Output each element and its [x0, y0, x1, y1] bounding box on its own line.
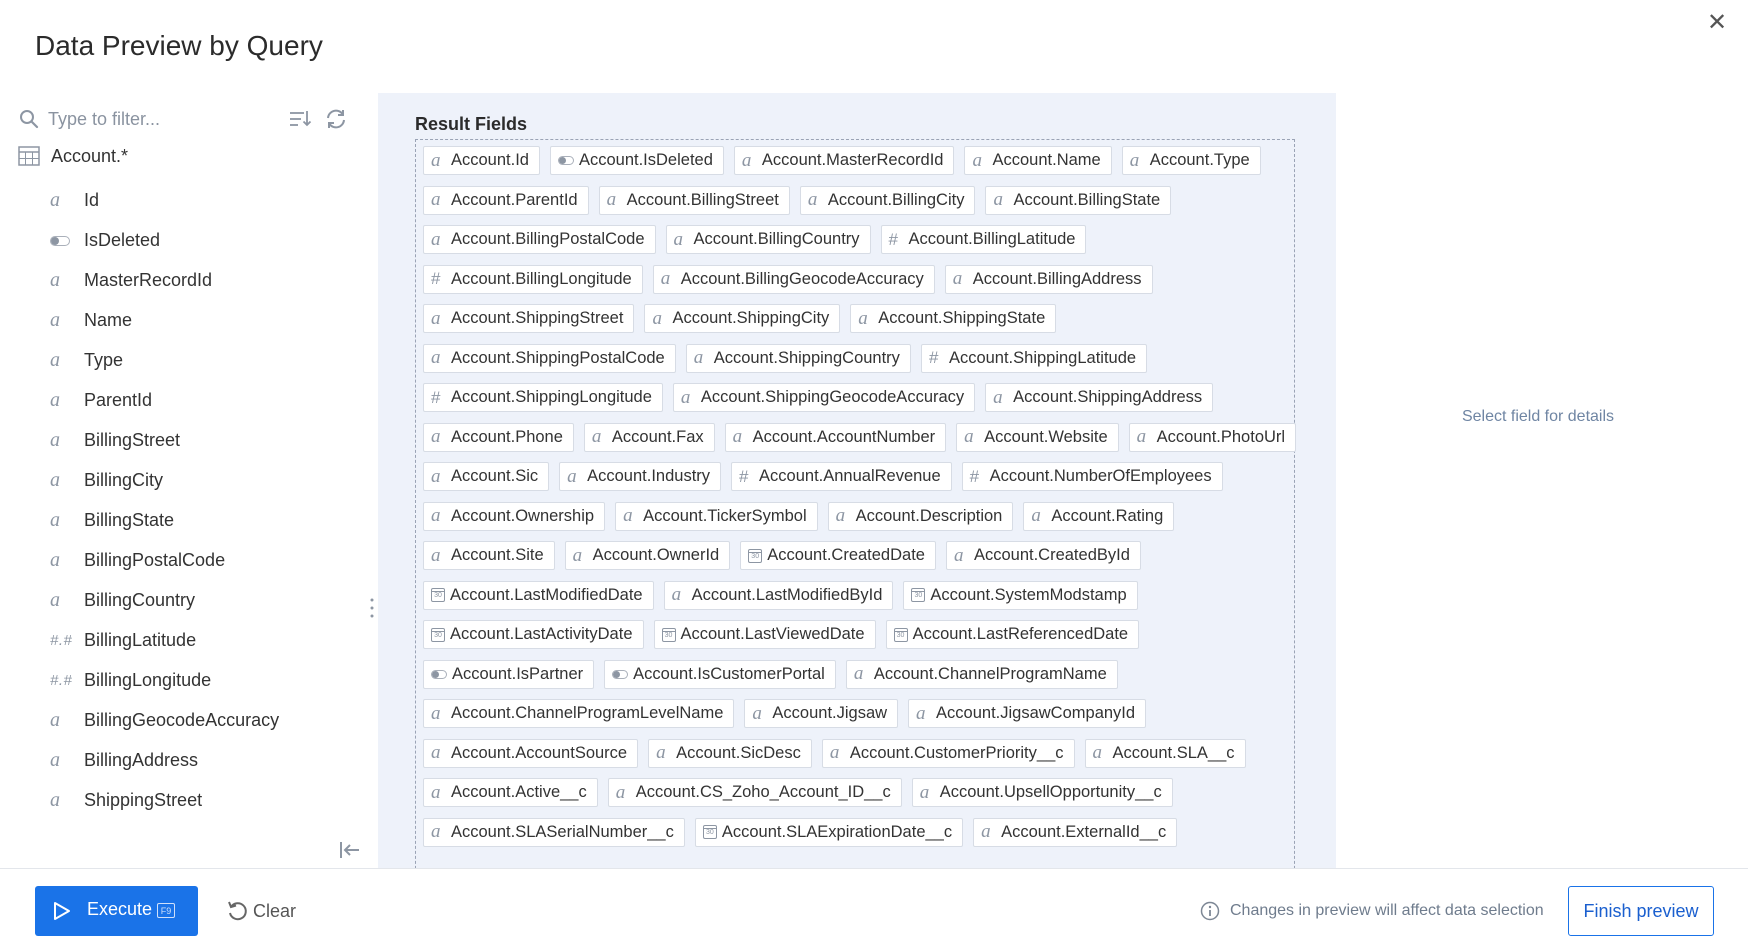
number-type-icon: #	[431, 269, 441, 288]
chip-label: Account.IsPartner	[452, 664, 584, 683]
text-type-icon: a	[50, 388, 60, 411]
result-field-chip[interactable]	[828, 502, 1014, 531]
chip-label: Account.BillingAddress	[972, 269, 1142, 288]
result-field-chip[interactable]	[423, 699, 734, 728]
text-type-icon: a	[858, 307, 868, 329]
chip-row	[423, 304, 1283, 344]
text-type-icon: a	[993, 189, 1003, 210]
chip-label: Account.AccountSource	[451, 743, 628, 762]
chip-label: Account.BillingCity	[827, 190, 965, 209]
calendar-icon: 30	[703, 825, 717, 839]
text-type-icon: a	[652, 307, 662, 329]
result-field-chip[interactable]	[912, 778, 1173, 807]
chip-label: Account.Phone	[451, 427, 563, 446]
result-field-chip[interactable]	[886, 620, 1140, 649]
text-type-icon: a	[50, 748, 60, 771]
text-type-icon: a	[50, 508, 60, 531]
chip-label: Account.ShippingGeocodeAccuracy	[700, 388, 965, 406]
chip-label: Account.OwnerId	[592, 546, 720, 564]
clear-button[interactable]	[226, 886, 296, 936]
text-type-icon: a	[431, 149, 441, 171]
chip-label: Account.ExternalId__c	[1001, 822, 1167, 841]
chip-label: Account.ChannelProgramName	[873, 664, 1107, 683]
tree-field-label: Type	[84, 349, 124, 370]
result-field-chip[interactable]	[725, 423, 947, 452]
result-field-chip[interactable]	[423, 265, 643, 294]
chip-row	[423, 502, 1283, 542]
text-type-icon: a	[431, 465, 441, 487]
tree-field-label: BillingPostalCode	[84, 549, 226, 570]
refresh-icon[interactable]	[324, 108, 348, 130]
result-field-chip[interactable]	[648, 739, 812, 768]
tree-field-item[interactable]	[50, 260, 360, 300]
search-icon	[18, 108, 40, 130]
text-type-icon: a	[623, 505, 633, 526]
result-field-chip[interactable]	[550, 146, 724, 175]
text-type-icon: a	[431, 742, 441, 763]
tree-field-label: BillingState	[84, 509, 175, 530]
text-type-icon: a	[50, 348, 60, 371]
tree-field-label: BillingLatitude	[84, 629, 197, 650]
tree-field-label: ShippingStreet	[84, 789, 203, 810]
calendar-icon: 30	[431, 628, 445, 642]
tree-root-account[interactable]	[18, 140, 348, 172]
tree-field-item[interactable]	[50, 780, 360, 820]
number-type-icon: #	[969, 466, 980, 486]
tree-field-label: BillingStreet	[84, 429, 181, 450]
chip-label: Account.Type	[1149, 151, 1250, 169]
result-field-chip[interactable]	[423, 818, 685, 847]
result-field-chip[interactable]	[973, 818, 1177, 847]
result-field-chip[interactable]	[1129, 423, 1296, 452]
text-type-icon: a	[572, 544, 583, 566]
result-field-chips	[423, 146, 1286, 857]
text-type-icon: a	[952, 268, 963, 289]
chip-label: Account.Jigsaw	[772, 704, 888, 722]
tree-field-item[interactable]	[50, 380, 360, 420]
text-type-icon: a	[953, 544, 964, 566]
text-type-icon: a	[981, 821, 991, 842]
result-field-chip[interactable]	[881, 225, 1087, 254]
result-field-chip[interactable]	[423, 739, 638, 768]
result-field-chip[interactable]	[734, 146, 955, 175]
result-field-chip[interactable]	[604, 660, 836, 689]
table-icon	[18, 146, 40, 166]
result-field-chip[interactable]	[423, 225, 656, 254]
result-field-chip[interactable]	[673, 383, 975, 412]
result-field-chip[interactable]	[731, 462, 952, 491]
clear-label: Clear	[253, 900, 297, 921]
text-type-icon: a	[964, 426, 974, 447]
text-type-icon: a	[50, 428, 60, 451]
text-type-icon: a	[972, 149, 982, 171]
chip-label: Account.ShippingCountry	[713, 348, 900, 367]
chip-label: Account.ChannelProgramLevelName	[451, 704, 724, 722]
text-type-icon: a	[431, 189, 441, 210]
chip-label: Account.BillingState	[1013, 190, 1161, 209]
result-field-chip[interactable]	[1122, 146, 1261, 175]
text-type-icon: a	[50, 308, 60, 331]
text-type-icon: a	[606, 189, 617, 210]
chip-label: Account.SLA__c	[1112, 743, 1235, 762]
chip-label: Account.Site	[451, 546, 544, 564]
result-field-chip[interactable]	[423, 146, 540, 175]
result-field-chip[interactable]	[846, 660, 1118, 689]
result-field-chip[interactable]	[850, 304, 1056, 333]
text-type-icon: a	[693, 347, 704, 368]
number-type-icon: #	[888, 229, 898, 249]
chip-label: Account.LastModifiedDate	[450, 585, 643, 604]
text-type-icon: a	[50, 468, 60, 491]
chip-label: Account.Name	[992, 151, 1101, 169]
tree-field-item[interactable]	[50, 500, 360, 540]
result-field-chip[interactable]	[423, 186, 589, 215]
chip-row	[423, 225, 1283, 265]
chip-label: Account.Rating	[1051, 506, 1164, 525]
tree-field-label: BillingLongitude	[84, 669, 212, 690]
dialog-title: Data Preview by Query	[35, 30, 323, 61]
chip-label: Account.BillingCountry	[693, 230, 860, 248]
chip-row	[423, 581, 1283, 621]
chip-row	[423, 739, 1283, 779]
text-type-icon: a	[671, 584, 682, 605]
boolean-type-icon	[431, 670, 449, 679]
text-type-icon: a	[50, 268, 60, 291]
number-type-icon: #	[739, 466, 749, 486]
tree-field-label: IsDeleted	[84, 229, 161, 250]
result-field-chip[interactable]	[822, 739, 1075, 768]
result-field-chip[interactable]	[423, 620, 644, 649]
tree-field-item[interactable]	[50, 740, 360, 780]
chip-label: Account.Sic	[451, 467, 539, 485]
text-type-icon: a	[732, 426, 743, 447]
chip-label: Account.ShippingStreet	[451, 309, 624, 327]
result-field-chip[interactable]	[740, 541, 936, 570]
chip-label: Account.ShippingLongitude	[451, 388, 652, 406]
tree-field-item[interactable]	[50, 660, 360, 700]
text-type-icon: a	[431, 347, 441, 368]
chip-row	[423, 541, 1283, 581]
filter-input[interactable]	[46, 104, 280, 134]
number-type-icon: #.#	[50, 671, 73, 689]
chip-row	[423, 778, 1283, 818]
text-type-icon: a	[741, 149, 752, 171]
result-field-chip[interactable]	[985, 186, 1171, 215]
chip-label: Account.AnnualRevenue	[759, 467, 941, 485]
result-field-chip[interactable]	[800, 186, 976, 215]
chip-label: Account.IsDeleted	[578, 151, 713, 169]
sort-options-icon[interactable]	[288, 108, 312, 130]
result-field-chip[interactable]	[946, 541, 1141, 570]
tree-field-item[interactable]	[50, 340, 360, 380]
text-type-icon: a	[50, 708, 60, 731]
result-field-chip[interactable]	[423, 383, 663, 412]
text-type-icon: a	[673, 228, 684, 250]
result-field-chip[interactable]	[945, 265, 1153, 294]
chip-row	[423, 620, 1283, 660]
tree-field-item[interactable]	[50, 460, 360, 500]
result-field-chip[interactable]	[423, 660, 594, 689]
chip-label: Account.AccountNumber	[752, 427, 936, 446]
text-type-icon: a	[431, 426, 441, 447]
result-field-chip[interactable]	[423, 304, 634, 333]
number-type-icon: #	[928, 348, 939, 367]
text-type-icon: a	[431, 228, 441, 250]
chip-label: Account.LastModifiedById	[691, 585, 883, 604]
calendar-icon: 30	[431, 588, 445, 602]
panel-splitter-handle[interactable]	[369, 596, 375, 620]
tree-field-item[interactable]	[50, 180, 360, 220]
collapse-panel-icon[interactable]	[338, 838, 362, 862]
result-field-chip[interactable]	[559, 462, 721, 491]
chip-label: Account.MasterRecordId	[761, 151, 944, 169]
chip-label: Account.BillingStreet	[626, 190, 779, 209]
chip-row	[423, 462, 1283, 502]
result-field-chip[interactable]	[664, 581, 894, 610]
chip-label: Account.NumberOfEmployees	[989, 467, 1212, 485]
boolean-type-icon	[558, 156, 576, 165]
result-field-chip[interactable]	[423, 581, 654, 610]
result-field-chip[interactable]	[903, 581, 1137, 610]
info-icon	[1200, 901, 1220, 921]
field-tree-list	[50, 180, 360, 820]
result-field-chip[interactable]	[584, 423, 715, 452]
chip-row	[423, 660, 1283, 700]
number-type-icon: #	[431, 387, 441, 407]
result-field-chip[interactable]	[1023, 502, 1174, 531]
chip-label: Account.Website	[984, 427, 1108, 446]
text-type-icon: a	[50, 588, 60, 611]
info-text: Changes in preview will affect data selection	[1230, 902, 1544, 919]
text-type-icon: a	[431, 821, 441, 842]
tree-root-label: Account.*	[51, 145, 129, 166]
tree-field-label: Name	[84, 309, 133, 330]
chip-label: Account.Id	[451, 151, 529, 169]
chip-label: Account.SLAExpirationDate__c	[721, 822, 953, 841]
tree-field-label: BillingCountry	[84, 589, 196, 610]
tree-field-label: BillingCity	[84, 469, 164, 490]
close-icon[interactable]: ✕	[1706, 9, 1728, 36]
text-type-icon: a	[829, 742, 840, 763]
chip-label: Account.TickerSymbol	[643, 506, 807, 525]
result-field-chip[interactable]	[653, 265, 935, 294]
tree-field-item[interactable]	[50, 540, 360, 580]
chip-label: Account.ShippingCity	[672, 309, 830, 327]
tree-field-label: Id	[84, 189, 100, 210]
result-field-chip[interactable]	[423, 423, 574, 452]
text-type-icon: a	[1136, 426, 1147, 447]
result-field-chip[interactable]	[423, 344, 676, 373]
chip-label: Account.LastActivityDate	[450, 625, 633, 643]
text-type-icon: a	[50, 788, 60, 811]
tree-field-label: MasterRecordId	[84, 269, 213, 290]
chip-label: Account.LastReferencedDate	[912, 625, 1129, 643]
text-type-icon: a	[660, 268, 671, 289]
chip-label: Account.LastViewedDate	[680, 625, 865, 643]
result-field-chip[interactable]	[423, 778, 598, 807]
chip-row	[423, 186, 1283, 226]
chip-label: Account.IsCustomerPortal	[633, 664, 825, 683]
result-field-chip[interactable]	[565, 541, 731, 570]
filter-row	[18, 102, 358, 134]
chip-label: Account.JigsawCompanyId	[936, 704, 1136, 722]
chip-label: Account.ShippingAddress	[1013, 388, 1203, 406]
text-type-icon: a	[567, 465, 577, 487]
result-field-chip[interactable]	[921, 344, 1147, 373]
tree-field-item[interactable]	[50, 620, 360, 660]
info-message	[1200, 901, 1544, 921]
result-field-chip[interactable]	[608, 778, 902, 807]
tree-field-item[interactable]	[50, 300, 360, 340]
result-field-chip[interactable]	[956, 423, 1119, 452]
result-field-chip[interactable]	[1085, 739, 1246, 768]
text-type-icon: a	[835, 505, 846, 526]
result-field-chip[interactable]	[666, 225, 871, 254]
text-type-icon: a	[50, 188, 60, 211]
chip-label: Account.CreatedDate	[767, 546, 925, 564]
text-type-icon: a	[1031, 505, 1041, 526]
chip-label: Account.SystemModstamp	[930, 585, 1127, 604]
text-type-icon: a	[431, 505, 441, 526]
calendar-icon: 30	[748, 549, 762, 563]
result-fields-panel	[378, 93, 1336, 868]
result-field-chip[interactable]	[599, 186, 790, 215]
text-type-icon: a	[591, 426, 602, 447]
result-fields-dropzone[interactable]	[415, 139, 1295, 868]
chip-label: Account.SLASerialNumber__c	[451, 822, 674, 841]
chip-row	[423, 423, 1286, 463]
text-type-icon: a	[1129, 149, 1140, 171]
chip-label: Account.SicDesc	[676, 743, 801, 762]
chip-label: Account.ShippingState	[878, 309, 1046, 327]
chip-label: Account.ParentId	[451, 190, 578, 209]
tree-field-item[interactable]	[50, 580, 360, 620]
result-field-chip[interactable]	[654, 620, 876, 649]
text-type-icon: a	[431, 781, 441, 803]
boolean-type-icon	[50, 229, 82, 252]
text-type-icon: a	[919, 781, 930, 803]
undo-icon	[226, 900, 248, 922]
tree-field-label: BillingAddress	[84, 749, 199, 770]
calendar-icon: 30	[662, 628, 676, 642]
result-field-chip[interactable]	[695, 818, 963, 847]
chip-label: Account.UpsellOpportunity__c	[939, 783, 1162, 801]
play-icon	[53, 901, 71, 921]
chip-row	[423, 265, 1283, 305]
text-type-icon: a	[1092, 742, 1102, 763]
boolean-type-icon	[612, 670, 630, 679]
chip-label: Account.BillingPostalCode	[451, 230, 645, 248]
result-field-chip[interactable]	[423, 502, 605, 531]
text-type-icon: a	[431, 702, 441, 724]
text-type-icon: a	[853, 663, 864, 684]
tree-field-item[interactable]	[50, 700, 360, 740]
result-field-chip[interactable]	[423, 541, 555, 570]
chip-label: Account.CustomerPriority__c	[849, 743, 1064, 762]
chip-label: Account.Ownership	[451, 506, 595, 525]
chip-label: Account.CS_Zoho_Account_ID__c	[635, 783, 891, 801]
tree-field-item[interactable]	[50, 420, 360, 460]
chip-row	[423, 699, 1283, 739]
chip-label: Account.Description	[855, 506, 1003, 525]
text-type-icon: a	[431, 307, 441, 329]
result-fields-title: Result Fields	[415, 114, 528, 134]
chip-row	[423, 344, 1283, 384]
finish-preview-button[interactable]: Finish preview	[1568, 886, 1714, 936]
result-field-chip[interactable]	[423, 462, 549, 491]
execute-label: Execute	[87, 899, 153, 919]
chip-label: Account.ShippingLatitude	[948, 348, 1137, 367]
tree-field-label: ParentId	[84, 389, 153, 410]
chip-row	[423, 146, 1283, 186]
chip-label: Account.Industry	[587, 467, 711, 485]
result-field-chip[interactable]	[644, 304, 840, 333]
text-type-icon: a	[916, 702, 926, 724]
tree-field-item[interactable]	[50, 220, 360, 260]
chip-label: Account.BillingLongitude	[451, 269, 632, 288]
text-type-icon: a	[807, 189, 818, 210]
text-type-icon: a	[50, 548, 60, 571]
result-field-chip[interactable]	[908, 699, 1146, 728]
execute-shortcut-key: F9	[157, 903, 175, 918]
text-type-icon: a	[993, 386, 1003, 408]
execute-button[interactable]	[35, 886, 198, 936]
text-type-icon: a	[680, 386, 691, 408]
toggle-glyph	[50, 236, 72, 246]
calendar-icon: 30	[894, 628, 908, 642]
details-hint: Select field for details	[1461, 408, 1615, 425]
calendar-icon: 30	[911, 588, 925, 602]
result-field-chip[interactable]	[964, 146, 1111, 175]
text-type-icon: a	[615, 781, 626, 803]
text-type-icon: a	[752, 702, 762, 724]
chip-label: Account.Active__c	[451, 783, 587, 801]
chip-label: Account.Fax	[611, 427, 704, 446]
chip-row	[423, 383, 1283, 423]
chip-label: Account.BillingGeocodeAccuracy	[680, 269, 924, 288]
chip-label: Account.ShippingPostalCode	[451, 348, 665, 367]
chip-label: Account.BillingLatitude	[908, 230, 1076, 248]
field-tree-panel	[0, 98, 375, 868]
tree-field-label: BillingGeocodeAccuracy	[84, 709, 280, 730]
dialog-footer	[0, 868, 1748, 943]
number-type-icon: #.#	[50, 631, 73, 649]
chip-row	[423, 818, 1283, 858]
result-field-chip[interactable]	[985, 383, 1213, 412]
result-field-chip[interactable]	[615, 502, 818, 531]
result-field-chip[interactable]	[962, 462, 1223, 491]
result-field-chip[interactable]	[744, 699, 898, 728]
chip-label: Account.CreatedById	[973, 546, 1130, 564]
chip-label: Account.PhotoUrl	[1156, 427, 1286, 446]
text-type-icon: a	[656, 742, 666, 763]
text-type-icon: a	[431, 544, 441, 566]
result-field-chip[interactable]	[686, 344, 911, 373]
